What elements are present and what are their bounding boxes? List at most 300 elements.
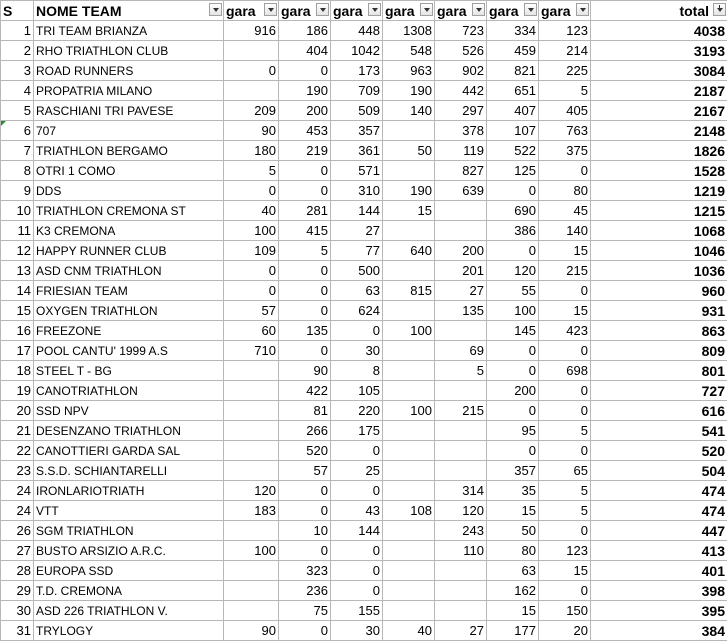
gara-4-cell[interactable]	[383, 261, 435, 281]
team-name-cell[interactable]: SSD NPV	[34, 401, 224, 421]
gara-3-cell[interactable]: 144	[331, 521, 383, 541]
gara-4-cell[interactable]: 108	[383, 501, 435, 521]
gara-3-cell[interactable]: 8	[331, 361, 383, 381]
gara-7-cell[interactable]: 123	[539, 21, 591, 41]
gara-4-cell[interactable]: 50	[383, 141, 435, 161]
gara-7-cell[interactable]: 45	[539, 201, 591, 221]
team-name-cell[interactable]: RASCHIANI TRI PAVESE	[34, 101, 224, 121]
gara-4-cell[interactable]	[383, 601, 435, 621]
total-cell[interactable]: 3084	[591, 61, 727, 81]
gara-5-cell[interactable]: 639	[435, 181, 487, 201]
gara-7-cell[interactable]: 20	[539, 621, 591, 641]
position-cell[interactable]: 2	[1, 41, 34, 61]
gara-1-cell[interactable]	[224, 561, 279, 581]
gara-4-cell[interactable]	[383, 441, 435, 461]
total-cell[interactable]: 541	[591, 421, 727, 441]
team-name-cell[interactable]: IRONLARIOTRIATH	[34, 481, 224, 501]
gara-5-cell[interactable]: 120	[435, 501, 487, 521]
gara-2-cell[interactable]: 0	[279, 541, 331, 561]
team-name-cell[interactable]: 707	[34, 121, 224, 141]
gara-4-cell[interactable]	[383, 481, 435, 501]
total-cell[interactable]: 4038	[591, 21, 727, 41]
gara-6-cell[interactable]: 125	[487, 161, 539, 181]
gara-4-cell[interactable]: 1308	[383, 21, 435, 41]
gara-4-cell[interactable]	[383, 221, 435, 241]
gara-7-cell[interactable]: 375	[539, 141, 591, 161]
gara-6-cell[interactable]: 0	[487, 341, 539, 361]
gara-6-cell[interactable]: 55	[487, 281, 539, 301]
total-cell[interactable]: 809	[591, 341, 727, 361]
total-cell[interactable]: 1826	[591, 141, 727, 161]
gara-1-cell[interactable]: 57	[224, 301, 279, 321]
team-name-cell[interactable]: POOL CANTU' 1999 A.S	[34, 341, 224, 361]
gara-3-cell[interactable]: 155	[331, 601, 383, 621]
position-cell[interactable]: 14	[1, 281, 34, 301]
header-gara-4[interactable]: gara	[383, 1, 435, 21]
position-cell[interactable]: 4	[1, 81, 34, 101]
gara-7-cell[interactable]: 0	[539, 161, 591, 181]
filter-dropdown-icon[interactable]	[316, 3, 329, 16]
gara-5-cell[interactable]: 297	[435, 101, 487, 121]
gara-2-cell[interactable]: 190	[279, 81, 331, 101]
gara-7-cell[interactable]: 405	[539, 101, 591, 121]
gara-7-cell[interactable]: 15	[539, 301, 591, 321]
gara-1-cell[interactable]: 916	[224, 21, 279, 41]
gara-4-cell[interactable]	[383, 541, 435, 561]
team-name-cell[interactable]: VTT	[34, 501, 224, 521]
gara-5-cell[interactable]: 201	[435, 261, 487, 281]
total-cell[interactable]: 1036	[591, 261, 727, 281]
team-name-cell[interactable]: STEEL T - BG	[34, 361, 224, 381]
team-name-cell[interactable]: T.D. CREMONA	[34, 581, 224, 601]
position-cell[interactable]: 24	[1, 481, 34, 501]
gara-4-cell[interactable]: 640	[383, 241, 435, 261]
gara-3-cell[interactable]: 105	[331, 381, 383, 401]
gara-1-cell[interactable]: 0	[224, 61, 279, 81]
team-name-cell[interactable]: HAPPY RUNNER CLUB	[34, 241, 224, 261]
gara-5-cell[interactable]: 215	[435, 401, 487, 421]
gara-3-cell[interactable]: 144	[331, 201, 383, 221]
gara-2-cell[interactable]: 10	[279, 521, 331, 541]
total-cell[interactable]: 474	[591, 481, 727, 501]
team-name-cell[interactable]: CANOTRIATHLON	[34, 381, 224, 401]
gara-1-cell[interactable]: 0	[224, 181, 279, 201]
gara-1-cell[interactable]: 109	[224, 241, 279, 261]
team-name-cell[interactable]: TRIATHLON CREMONA ST	[34, 201, 224, 221]
total-cell[interactable]: 474	[591, 501, 727, 521]
gara-1-cell[interactable]: 5	[224, 161, 279, 181]
position-cell[interactable]: 26	[1, 521, 34, 541]
gara-3-cell[interactable]: 624	[331, 301, 383, 321]
gara-6-cell[interactable]: 15	[487, 601, 539, 621]
team-name-cell[interactable]: DESENZANO TRIATHLON	[34, 421, 224, 441]
gara-5-cell[interactable]: 119	[435, 141, 487, 161]
gara-5-cell[interactable]: 110	[435, 541, 487, 561]
gara-1-cell[interactable]: 90	[224, 621, 279, 641]
gara-1-cell[interactable]: 0	[224, 281, 279, 301]
gara-6-cell[interactable]: 95	[487, 421, 539, 441]
gara-6-cell[interactable]: 100	[487, 301, 539, 321]
gara-7-cell[interactable]: 140	[539, 221, 591, 241]
gara-6-cell[interactable]: 80	[487, 541, 539, 561]
header-total[interactable]: total	[591, 1, 727, 21]
total-cell[interactable]: 801	[591, 361, 727, 381]
gara-3-cell[interactable]: 448	[331, 21, 383, 41]
position-cell[interactable]: 23	[1, 461, 34, 481]
position-cell[interactable]: 12	[1, 241, 34, 261]
gara-4-cell[interactable]	[383, 561, 435, 581]
total-cell[interactable]: 1068	[591, 221, 727, 241]
gara-4-cell[interactable]: 100	[383, 401, 435, 421]
header-gara-6[interactable]: gara	[487, 1, 539, 21]
gara-6-cell[interactable]: 651	[487, 81, 539, 101]
gara-6-cell[interactable]: 0	[487, 441, 539, 461]
gara-2-cell[interactable]: 422	[279, 381, 331, 401]
position-cell[interactable]: 19	[1, 381, 34, 401]
gara-4-cell[interactable]	[383, 361, 435, 381]
gara-4-cell[interactable]	[383, 161, 435, 181]
gara-2-cell[interactable]: 75	[279, 601, 331, 621]
gara-3-cell[interactable]: 27	[331, 221, 383, 241]
gara-5-cell[interactable]	[435, 321, 487, 341]
gara-1-cell[interactable]: 100	[224, 541, 279, 561]
gara-3-cell[interactable]: 361	[331, 141, 383, 161]
team-name-cell[interactable]: OTRI 1 COMO	[34, 161, 224, 181]
gara-7-cell[interactable]: 150	[539, 601, 591, 621]
gara-2-cell[interactable]: 5	[279, 241, 331, 261]
gara-7-cell[interactable]: 214	[539, 41, 591, 61]
total-cell[interactable]: 2148	[591, 121, 727, 141]
gara-6-cell[interactable]: 0	[487, 361, 539, 381]
gara-6-cell[interactable]: 0	[487, 181, 539, 201]
gara-1-cell[interactable]: 90	[224, 121, 279, 141]
team-name-cell[interactable]: EUROPA SSD	[34, 561, 224, 581]
gara-6-cell[interactable]: 35	[487, 481, 539, 501]
total-cell[interactable]: 931	[591, 301, 727, 321]
gara-1-cell[interactable]	[224, 521, 279, 541]
position-cell[interactable]: 15	[1, 301, 34, 321]
gara-2-cell[interactable]: 415	[279, 221, 331, 241]
gara-4-cell[interactable]: 815	[383, 281, 435, 301]
gara-6-cell[interactable]: 407	[487, 101, 539, 121]
gara-2-cell[interactable]: 0	[279, 621, 331, 641]
position-cell[interactable]: 31	[1, 621, 34, 641]
filter-dropdown-icon[interactable]	[524, 3, 537, 16]
gara-4-cell[interactable]: 100	[383, 321, 435, 341]
position-cell[interactable]: 8	[1, 161, 34, 181]
gara-3-cell[interactable]: 310	[331, 181, 383, 201]
position-cell[interactable]: 6	[1, 121, 34, 141]
gara-4-cell[interactable]	[383, 521, 435, 541]
gara-7-cell[interactable]: 15	[539, 241, 591, 261]
gara-5-cell[interactable]: 243	[435, 521, 487, 541]
gara-3-cell[interactable]: 357	[331, 121, 383, 141]
gara-2-cell[interactable]: 0	[279, 501, 331, 521]
gara-7-cell[interactable]: 0	[539, 341, 591, 361]
team-name-cell[interactable]: K3 CREMONA	[34, 221, 224, 241]
team-name-cell[interactable]: TRIATHLON BERGAMO	[34, 141, 224, 161]
gara-5-cell[interactable]: 902	[435, 61, 487, 81]
total-cell[interactable]: 1528	[591, 161, 727, 181]
team-name-cell[interactable]: PROPATRIA MILANO	[34, 81, 224, 101]
total-cell[interactable]: 727	[591, 381, 727, 401]
gara-5-cell[interactable]: 69	[435, 341, 487, 361]
gara-6-cell[interactable]: 386	[487, 221, 539, 241]
total-cell[interactable]: 413	[591, 541, 727, 561]
gara-3-cell[interactable]: 0	[331, 561, 383, 581]
total-cell[interactable]: 401	[591, 561, 727, 581]
gara-4-cell[interactable]: 140	[383, 101, 435, 121]
gara-3-cell[interactable]: 500	[331, 261, 383, 281]
gara-5-cell[interactable]: 442	[435, 81, 487, 101]
gara-2-cell[interactable]: 236	[279, 581, 331, 601]
gara-2-cell[interactable]: 0	[279, 61, 331, 81]
gara-1-cell[interactable]	[224, 421, 279, 441]
gara-6-cell[interactable]: 120	[487, 261, 539, 281]
filter-dropdown-icon[interactable]	[368, 3, 381, 16]
gara-3-cell[interactable]: 30	[331, 621, 383, 641]
gara-7-cell[interactable]: 0	[539, 441, 591, 461]
gara-1-cell[interactable]: 100	[224, 221, 279, 241]
team-name-cell[interactable]: BUSTO ARSIZIO A.R.C.	[34, 541, 224, 561]
gara-4-cell[interactable]: 963	[383, 61, 435, 81]
gara-4-cell[interactable]	[383, 301, 435, 321]
gara-7-cell[interactable]: 15	[539, 561, 591, 581]
gara-2-cell[interactable]: 0	[279, 181, 331, 201]
gara-2-cell[interactable]: 135	[279, 321, 331, 341]
gara-6-cell[interactable]: 162	[487, 581, 539, 601]
gara-2-cell[interactable]: 0	[279, 481, 331, 501]
position-cell[interactable]: 18	[1, 361, 34, 381]
header-gara-5[interactable]: gara	[435, 1, 487, 21]
gara-7-cell[interactable]: 65	[539, 461, 591, 481]
gara-5-cell[interactable]	[435, 221, 487, 241]
gara-6-cell[interactable]: 200	[487, 381, 539, 401]
position-cell[interactable]: 24	[1, 501, 34, 521]
team-name-cell[interactable]: DDS	[34, 181, 224, 201]
gara-5-cell[interactable]	[435, 381, 487, 401]
gara-3-cell[interactable]: 1042	[331, 41, 383, 61]
gara-6-cell[interactable]: 15	[487, 501, 539, 521]
filter-dropdown-icon[interactable]	[209, 3, 222, 16]
total-cell[interactable]: 863	[591, 321, 727, 341]
total-cell[interactable]: 447	[591, 521, 727, 541]
gara-2-cell[interactable]: 323	[279, 561, 331, 581]
gara-5-cell[interactable]: 135	[435, 301, 487, 321]
gara-7-cell[interactable]: 5	[539, 481, 591, 501]
team-name-cell[interactable]: ASD CNM TRIATHLON	[34, 261, 224, 281]
team-name-cell[interactable]: SGM TRIATHLON	[34, 521, 224, 541]
gara-1-cell[interactable]: 180	[224, 141, 279, 161]
total-cell[interactable]: 960	[591, 281, 727, 301]
gara-3-cell[interactable]: 0	[331, 581, 383, 601]
team-name-cell[interactable]: ASD 226 TRIATHLON V.	[34, 601, 224, 621]
gara-2-cell[interactable]: 219	[279, 141, 331, 161]
gara-7-cell[interactable]: 0	[539, 281, 591, 301]
gara-3-cell[interactable]: 0	[331, 441, 383, 461]
gara-5-cell[interactable]: 723	[435, 21, 487, 41]
gara-7-cell[interactable]: 0	[539, 521, 591, 541]
gara-5-cell[interactable]: 27	[435, 281, 487, 301]
filter-dropdown-icon[interactable]	[576, 3, 589, 16]
total-cell[interactable]: 504	[591, 461, 727, 481]
gara-6-cell[interactable]: 690	[487, 201, 539, 221]
gara-5-cell[interactable]	[435, 561, 487, 581]
gara-3-cell[interactable]: 25	[331, 461, 383, 481]
gara-1-cell[interactable]	[224, 441, 279, 461]
gara-5-cell[interactable]: 27	[435, 621, 487, 641]
team-name-cell[interactable]: TRI TEAM BRIANZA	[34, 21, 224, 41]
gara-5-cell[interactable]	[435, 601, 487, 621]
gara-4-cell[interactable]	[383, 121, 435, 141]
gara-1-cell[interactable]: 0	[224, 261, 279, 281]
gara-2-cell[interactable]: 186	[279, 21, 331, 41]
gara-6-cell[interactable]: 357	[487, 461, 539, 481]
gara-1-cell[interactable]	[224, 601, 279, 621]
gara-3-cell[interactable]: 0	[331, 321, 383, 341]
position-cell[interactable]: 7	[1, 141, 34, 161]
position-cell[interactable]: 22	[1, 441, 34, 461]
gara-2-cell[interactable]: 0	[279, 281, 331, 301]
position-cell[interactable]: 21	[1, 421, 34, 441]
gara-7-cell[interactable]: 0	[539, 381, 591, 401]
gara-1-cell[interactable]	[224, 81, 279, 101]
gara-2-cell[interactable]: 404	[279, 41, 331, 61]
gara-5-cell[interactable]	[435, 441, 487, 461]
position-cell[interactable]: 30	[1, 601, 34, 621]
gara-6-cell[interactable]: 145	[487, 321, 539, 341]
gara-2-cell[interactable]: 0	[279, 341, 331, 361]
gara-7-cell[interactable]: 5	[539, 81, 591, 101]
gara-6-cell[interactable]: 0	[487, 401, 539, 421]
gara-5-cell[interactable]: 827	[435, 161, 487, 181]
gara-7-cell[interactable]: 5	[539, 421, 591, 441]
gara-2-cell[interactable]: 266	[279, 421, 331, 441]
gara-3-cell[interactable]: 0	[331, 481, 383, 501]
gara-3-cell[interactable]: 0	[331, 541, 383, 561]
gara-3-cell[interactable]: 173	[331, 61, 383, 81]
position-cell[interactable]: 3	[1, 61, 34, 81]
gara-6-cell[interactable]: 821	[487, 61, 539, 81]
gara-2-cell[interactable]: 81	[279, 401, 331, 421]
gara-3-cell[interactable]: 220	[331, 401, 383, 421]
total-cell[interactable]: 616	[591, 401, 727, 421]
position-cell[interactable]: 10	[1, 201, 34, 221]
total-cell[interactable]: 520	[591, 441, 727, 461]
sort-descending-filter-icon[interactable]	[713, 3, 726, 16]
team-name-cell[interactable]: FREEZONE	[34, 321, 224, 341]
gara-3-cell[interactable]: 509	[331, 101, 383, 121]
gara-4-cell[interactable]	[383, 581, 435, 601]
gara-7-cell[interactable]: 423	[539, 321, 591, 341]
total-cell[interactable]: 1215	[591, 201, 727, 221]
gara-4-cell[interactable]: 40	[383, 621, 435, 641]
position-cell[interactable]: 20	[1, 401, 34, 421]
gara-5-cell[interactable]: 200	[435, 241, 487, 261]
total-cell[interactable]: 1219	[591, 181, 727, 201]
gara-3-cell[interactable]: 571	[331, 161, 383, 181]
total-cell[interactable]: 3193	[591, 41, 727, 61]
gara-2-cell[interactable]: 0	[279, 301, 331, 321]
header-gara-7[interactable]: gara	[539, 1, 591, 21]
gara-7-cell[interactable]: 0	[539, 581, 591, 601]
gara-2-cell[interactable]: 453	[279, 121, 331, 141]
gara-6-cell[interactable]: 107	[487, 121, 539, 141]
gara-3-cell[interactable]: 30	[331, 341, 383, 361]
position-cell[interactable]: 28	[1, 561, 34, 581]
gara-6-cell[interactable]: 522	[487, 141, 539, 161]
gara-4-cell[interactable]	[383, 461, 435, 481]
gara-5-cell[interactable]	[435, 201, 487, 221]
gara-1-cell[interactable]	[224, 401, 279, 421]
header-pos[interactable]: S	[1, 1, 34, 21]
gara-7-cell[interactable]: 80	[539, 181, 591, 201]
gara-2-cell[interactable]: 0	[279, 161, 331, 181]
gara-5-cell[interactable]: 314	[435, 481, 487, 501]
gara-7-cell[interactable]: 0	[539, 401, 591, 421]
team-name-cell[interactable]: CANOTTIERI GARDA SAL	[34, 441, 224, 461]
gara-2-cell[interactable]: 0	[279, 261, 331, 281]
gara-6-cell[interactable]: 177	[487, 621, 539, 641]
total-cell[interactable]: 398	[591, 581, 727, 601]
gara-1-cell[interactable]: 183	[224, 501, 279, 521]
header-team[interactable]: NOME TEAM	[34, 1, 224, 21]
gara-4-cell[interactable]: 548	[383, 41, 435, 61]
gara-2-cell[interactable]: 200	[279, 101, 331, 121]
gara-1-cell[interactable]	[224, 41, 279, 61]
gara-7-cell[interactable]: 763	[539, 121, 591, 141]
gara-1-cell[interactable]	[224, 461, 279, 481]
position-cell[interactable]: 27	[1, 541, 34, 561]
gara-5-cell[interactable]	[435, 581, 487, 601]
gara-2-cell[interactable]: 90	[279, 361, 331, 381]
gara-5-cell[interactable]: 5	[435, 361, 487, 381]
gara-7-cell[interactable]: 225	[539, 61, 591, 81]
header-gara-1[interactable]: gara	[224, 1, 279, 21]
gara-5-cell[interactable]	[435, 461, 487, 481]
gara-1-cell[interactable]: 60	[224, 321, 279, 341]
position-cell[interactable]: 17	[1, 341, 34, 361]
position-cell[interactable]: 13	[1, 261, 34, 281]
header-gara-2[interactable]: gara	[279, 1, 331, 21]
gara-6-cell[interactable]: 459	[487, 41, 539, 61]
gara-1-cell[interactable]	[224, 381, 279, 401]
gara-1-cell[interactable]: 40	[224, 201, 279, 221]
gara-4-cell[interactable]: 190	[383, 181, 435, 201]
gara-6-cell[interactable]: 63	[487, 561, 539, 581]
position-cell[interactable]: 9	[1, 181, 34, 201]
gara-7-cell[interactable]: 215	[539, 261, 591, 281]
gara-3-cell[interactable]: 175	[331, 421, 383, 441]
gara-5-cell[interactable]: 378	[435, 121, 487, 141]
team-name-cell[interactable]: TRYLOGY	[34, 621, 224, 641]
gara-2-cell[interactable]: 281	[279, 201, 331, 221]
team-name-cell[interactable]: OXYGEN TRIATHLON	[34, 301, 224, 321]
gara-2-cell[interactable]: 57	[279, 461, 331, 481]
gara-7-cell[interactable]: 123	[539, 541, 591, 561]
gara-1-cell[interactable]	[224, 361, 279, 381]
total-cell[interactable]: 395	[591, 601, 727, 621]
gara-7-cell[interactable]: 5	[539, 501, 591, 521]
gara-4-cell[interactable]	[383, 421, 435, 441]
gara-3-cell[interactable]: 43	[331, 501, 383, 521]
team-name-cell[interactable]: RHO TRIATHLON CLUB	[34, 41, 224, 61]
gara-2-cell[interactable]: 520	[279, 441, 331, 461]
filter-dropdown-icon[interactable]	[420, 3, 433, 16]
filter-dropdown-icon[interactable]	[264, 3, 277, 16]
filter-dropdown-icon[interactable]	[472, 3, 485, 16]
gara-5-cell[interactable]: 526	[435, 41, 487, 61]
